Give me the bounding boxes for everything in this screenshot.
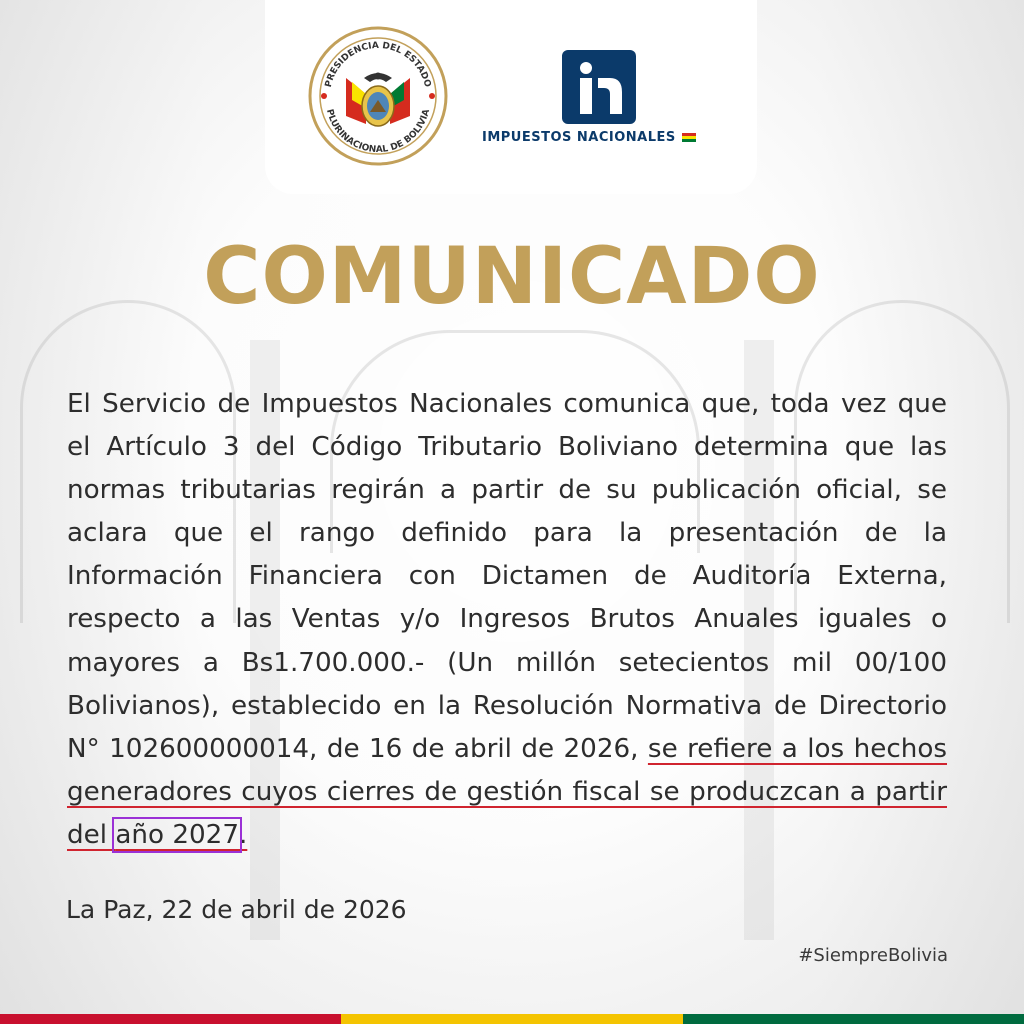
- highlighted-year: año 2027: [115, 819, 239, 850]
- hashtag: #SiempreBolivia: [798, 945, 948, 966]
- seal-text-bottom: PLURINACIONAL DE BOLIVIA: [323, 108, 433, 156]
- body-text-underlined-part: se refiere a los hechos generadores cuyos cierres de gestión fiscal se produczcan a partir del: [67, 733, 947, 850]
- bolivia-flag-icon: [682, 133, 696, 142]
- impuestos-nacionales-logo-icon: [562, 50, 636, 124]
- body-text-end: .: [238, 819, 248, 850]
- flag-stripe-green: [683, 1014, 1024, 1024]
- page-title: COMUNICADO: [203, 232, 821, 322]
- announcement-body: [67, 383, 947, 857]
- date-line: La Paz, 22 de abril de 2026: [66, 895, 407, 924]
- agency-name: [482, 130, 742, 145]
- agency-name-label: IMPUESTOS NACIONALES: [482, 130, 676, 145]
- flag-stripe-bar: [0, 1014, 1024, 1024]
- flag-stripe-red: [0, 1014, 341, 1024]
- body-text-plain: El Servicio de Impuestos Nacionales comunica que, toda vez que el Artículo 3 del Código Tributario Boliviano determina que las normas tributarias regirán a partir de su publicación oficial, se aclara que el rango definido para la presentación de la Información Financiera con Dictamen de Auditoría Externa, respecto a las Ventas y/o Ingresos Brutos Anuales iguales o mayores a Bs1.700.000.- (Un millón setecientos mil 00/100 Bolivianos), establecido en la Resolución Normativa de Directorio N° 102600000014, de 16 de abril de 2026,: [67, 389, 947, 764]
- presidency-seal: [308, 26, 448, 166]
- seal-text-top: PRESIDENCIA DEL ESTADO: [323, 40, 433, 89]
- flag-stripe-yellow: [341, 1014, 682, 1024]
